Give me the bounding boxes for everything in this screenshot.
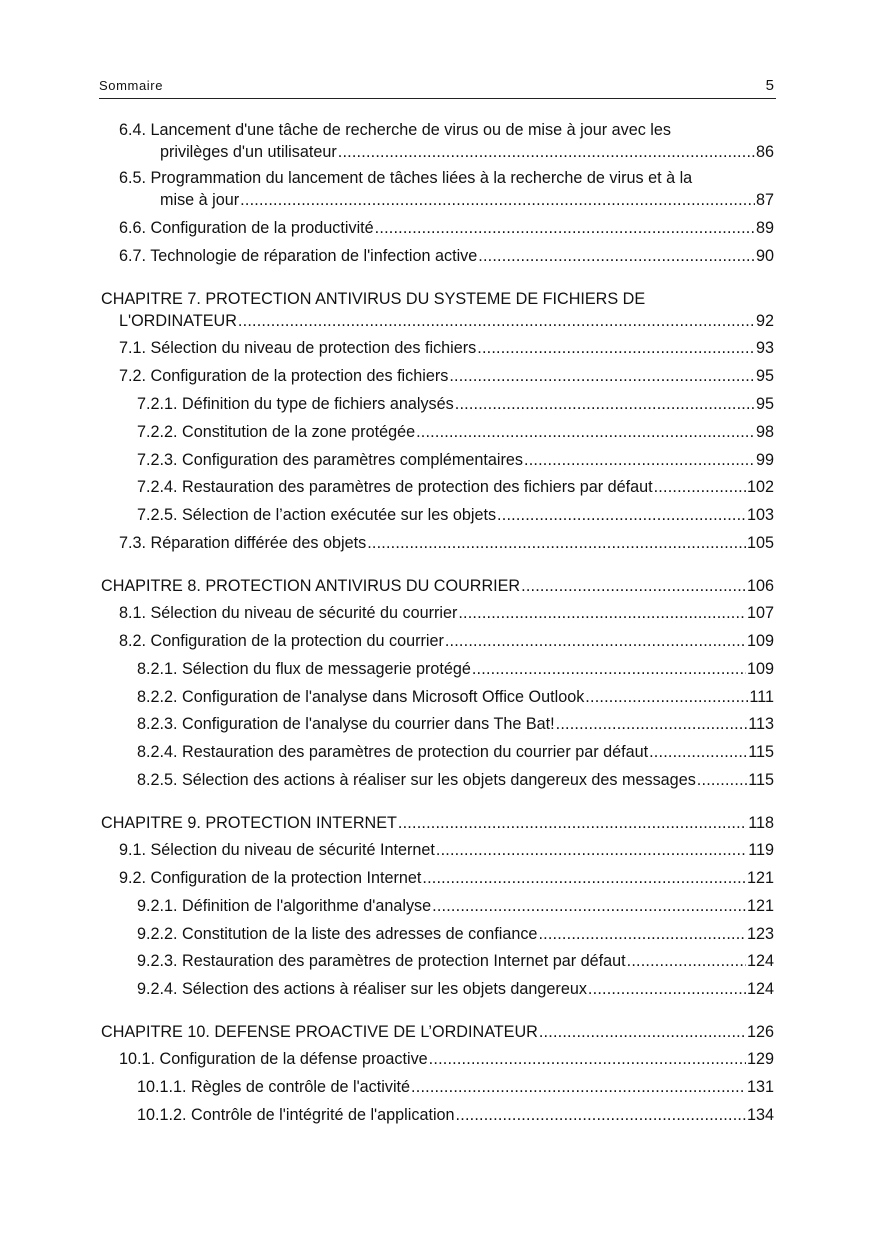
toc-entry-title: 8.2.2. Configuration de l'analyse dans Microsoft Office Outlook xyxy=(137,688,585,706)
toc-entry-title: 7.2.2. Constitution de la zone protégée xyxy=(137,423,416,441)
toc-entry-page-number: 102 xyxy=(746,478,774,496)
toc-entry-page-number: 118 xyxy=(748,814,774,832)
page-number: 5 xyxy=(765,77,774,94)
toc-entry-title: L'ORDINATEUR xyxy=(119,312,237,330)
dot-leader xyxy=(627,951,746,971)
toc-entry-title: 9.1. Sélection du niveau de sécurité Internet xyxy=(119,841,435,859)
toc-entry-title: 8.2.4. Restauration des paramètres de protection du courrier par défaut xyxy=(137,743,649,761)
dot-leader xyxy=(398,813,747,833)
toc-entry-title: 8.2.5. Sélection des actions à réaliser sur les objets dangereux des messages xyxy=(137,771,696,789)
toc-entry-page-number: 109 xyxy=(746,660,774,678)
toc-entry-page-number: 89 xyxy=(755,219,774,237)
dot-leader xyxy=(429,1049,746,1069)
toc-entry-page-number: 87 xyxy=(755,191,774,209)
dot-leader xyxy=(497,505,746,525)
dot-leader xyxy=(588,979,746,999)
toc-entry-page-number: 129 xyxy=(746,1050,774,1068)
toc-entry-title-line: 6.5. Programmation du lancement de tâches liées à la recherche de virus et à la xyxy=(119,169,693,187)
toc-entry-page-number: 119 xyxy=(748,841,774,859)
toc-entry-title: 9.2.4. Sélection des actions à réaliser sur les objets dangereux xyxy=(137,980,587,998)
dot-leader xyxy=(524,450,755,470)
dot-leader xyxy=(478,246,755,266)
toc-entry-page-number: 121 xyxy=(746,897,774,915)
dot-leader xyxy=(338,142,755,162)
dot-leader xyxy=(416,422,755,442)
toc-entry-title: 7.2.3. Configuration des paramètres complémentaires xyxy=(137,451,524,469)
dot-leader xyxy=(456,1105,746,1125)
toc-entry-title: 8.1. Sélection du niveau de sécurité du courrier xyxy=(119,604,458,622)
toc-entry-title-line: 6.4. Lancement d'une tâche de recherche de virus ou de mise à jour avec les xyxy=(119,121,671,139)
toc-entry-title: 9.2. Configuration de la protection Internet xyxy=(119,869,422,887)
toc-entry-title: 7.2. Configuration de la protection des fichiers xyxy=(119,367,449,385)
toc-entry-page-number: 115 xyxy=(748,743,774,761)
toc-entry-title: CHAPITRE 8. PROTECTION ANTIVIRUS DU COURRIER xyxy=(101,577,521,595)
toc-entry-title: 9.2.3. Restauration des paramètres de protection Internet par défaut xyxy=(137,952,626,970)
toc-entry-title: 10.1. Configuration de la défense proactive xyxy=(119,1050,428,1068)
dot-leader xyxy=(539,1022,746,1042)
toc-entry-title: privilèges d'un utilisateur xyxy=(160,143,337,161)
toc-entry-page-number: 123 xyxy=(746,925,774,943)
toc-entry-page-number: 105 xyxy=(746,534,774,552)
toc-entry-title: 6.6. Configuration de la productivité xyxy=(119,219,374,237)
toc-entry-title-line: CHAPITRE 7. PROTECTION ANTIVIRUS DU SYSTEME DE FICHIERS DE xyxy=(101,290,646,308)
toc-entry-page-number: 86 xyxy=(755,143,774,161)
dot-leader xyxy=(367,533,746,553)
dot-leader xyxy=(556,714,748,734)
toc-entry-page-number: 134 xyxy=(746,1106,774,1124)
dot-leader xyxy=(240,190,755,210)
toc-entry-page-number: 113 xyxy=(748,715,774,733)
toc-entry-page-number: 95 xyxy=(755,367,774,385)
toc-entry-page-number: 126 xyxy=(746,1023,774,1041)
toc-entry-title: 8.2.1. Sélection du flux de messagerie protégé xyxy=(137,660,471,678)
toc-entry-title: mise à jour xyxy=(160,191,240,209)
running-header-title: Sommaire xyxy=(99,78,164,93)
toc-entry-title: 9.2.2. Constitution de la liste des adresses de confiance xyxy=(137,925,538,943)
dot-leader xyxy=(585,687,748,707)
toc-entry-page-number: 99 xyxy=(755,451,774,469)
dot-leader xyxy=(238,311,755,331)
dot-leader xyxy=(449,366,755,386)
toc-entry-page-number: 121 xyxy=(746,869,774,887)
toc-entry-page-number: 115 xyxy=(748,771,774,789)
dot-leader xyxy=(375,218,755,238)
dot-leader xyxy=(521,576,746,596)
dot-leader xyxy=(697,770,747,790)
toc-entry-page-number: 111 xyxy=(749,688,774,706)
toc-entry-page-number: 103 xyxy=(746,506,774,524)
toc-entry-page-number: 93 xyxy=(755,339,774,357)
toc-entry-title: 7.2.4. Restauration des paramètres de protection des fichiers par défaut xyxy=(137,478,653,496)
toc-entry-title: 10.1.2. Contrôle de l'intégrité de l'application xyxy=(137,1106,455,1124)
toc-entry-page-number: 109 xyxy=(746,632,774,650)
dot-leader xyxy=(436,840,747,860)
dot-leader xyxy=(422,868,746,888)
toc-entry-title: 8.2.3. Configuration de l'analyse du courrier dans The Bat! xyxy=(137,715,555,733)
toc-entry-page-number: 92 xyxy=(755,312,774,330)
toc-entry-title: 7.3. Réparation différée des objets xyxy=(119,534,367,552)
dot-leader xyxy=(477,338,755,358)
dot-leader xyxy=(432,896,746,916)
toc-entry-page-number: 124 xyxy=(746,952,774,970)
dot-leader xyxy=(654,477,746,497)
toc-entry-title: 6.7. Technologie de réparation de l'infection active xyxy=(119,247,478,265)
page-header xyxy=(99,78,776,99)
toc-entry-page-number: 131 xyxy=(746,1078,774,1096)
toc-entry-title: 10.1.1. Règles de contrôle de l'activité xyxy=(137,1078,411,1096)
toc-entry-title: 7.1. Sélection du niveau de protection des fichiers xyxy=(119,339,477,357)
dot-leader xyxy=(458,603,746,623)
toc-entry-page-number: 107 xyxy=(746,604,774,622)
toc-entry-title: 8.2. Configuration de la protection du courrier xyxy=(119,632,444,650)
toc-entry-title: CHAPITRE 9. PROTECTION INTERNET xyxy=(101,814,397,832)
toc-entry-page-number: 124 xyxy=(746,980,774,998)
toc-entry-title: CHAPITRE 10. DEFENSE PROACTIVE DE L’ORDINATEUR xyxy=(101,1023,538,1041)
toc-entry-title: 9.2.1. Définition de l'algorithme d'analyse xyxy=(137,897,432,915)
dot-leader xyxy=(538,924,746,944)
dot-leader xyxy=(649,742,747,762)
dot-leader xyxy=(472,659,746,679)
dot-leader xyxy=(445,631,746,651)
toc-entry-page-number: 90 xyxy=(755,247,774,265)
toc-entry-page-number: 95 xyxy=(755,395,774,413)
dot-leader xyxy=(455,394,755,414)
toc-entry-page-number: 106 xyxy=(746,577,774,595)
toc-entry-page-number: 98 xyxy=(755,423,774,441)
dot-leader xyxy=(411,1077,746,1097)
toc-entry-title: 7.2.5. Sélection de l’action exécutée sur les objets xyxy=(137,506,497,524)
toc-entry-title: 7.2.1. Définition du type de fichiers analysés xyxy=(137,395,454,413)
